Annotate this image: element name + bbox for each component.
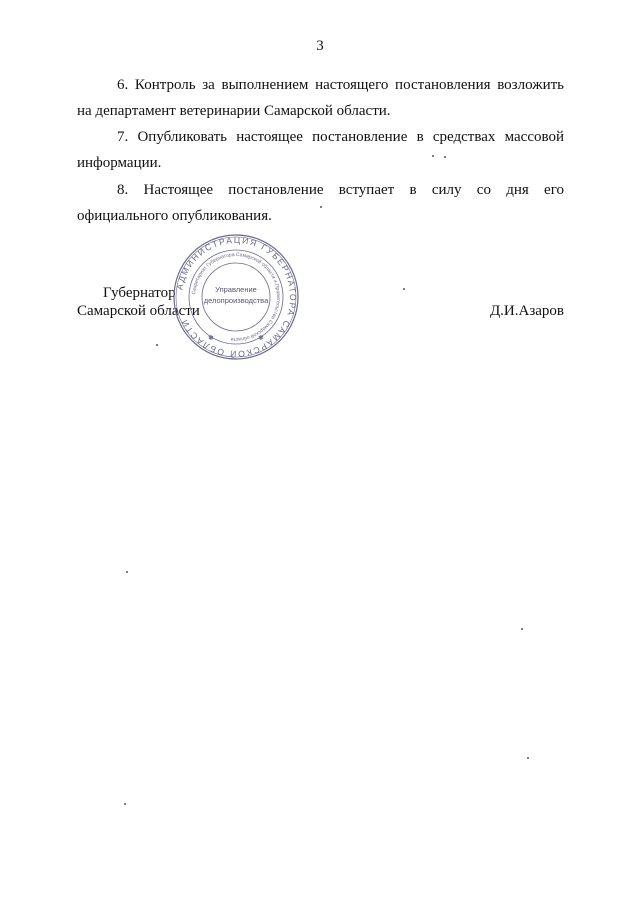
paragraph-line: 7. Опубликовать настоящее постановление в средствах массовой	[117, 129, 564, 145]
paragraph-item-6	[77, 72, 564, 124]
seal-star-icon: ✱	[208, 335, 214, 342]
paragraph-line: 8. Настоящее постановление вступает в силу со дня его	[117, 182, 564, 198]
paragraph-line: 6. Контроль за выполнением настоящего постановления возложить	[117, 77, 564, 93]
paragraph-line: официального опубликования.	[77, 208, 272, 224]
signatory-name: Д.И.Азаров	[489, 303, 564, 319]
seal-outer-text: АДМИНИСТРАЦИЯ ГУБЕРНАТОРА САМАРСКОЙ ОБЛАСТИ	[174, 234, 299, 360]
scan-speck	[156, 344, 158, 346]
scan-speck	[521, 628, 523, 630]
signatory-region: Самарской области	[77, 303, 200, 319]
scan-speck	[444, 156, 446, 158]
seal-center-line2: делопроизводства	[203, 296, 269, 305]
scan-speck	[403, 288, 405, 290]
seal-center-line1: Управление	[215, 285, 257, 294]
scan-speck	[124, 803, 126, 805]
scan-speck	[126, 571, 128, 573]
paragraph-item-8	[77, 177, 564, 229]
paragraph-line: на департамент ветеринарии Самарской области.	[77, 103, 391, 119]
scan-speck	[432, 155, 434, 157]
seal-star-icon: ✱	[258, 335, 264, 342]
scan-speck	[320, 206, 322, 208]
scan-speck	[527, 757, 529, 759]
page-number: 3	[316, 38, 324, 54]
signature-block	[77, 283, 564, 323]
official-seal	[172, 233, 300, 361]
paragraph-line: информации.	[77, 155, 162, 171]
paragraph-item-7	[77, 124, 564, 176]
signatory-title: Губернатор	[103, 285, 176, 301]
seal-inner-text: Секретариат Губернатора Самарской области и Правительства Самарской области	[191, 251, 282, 343]
